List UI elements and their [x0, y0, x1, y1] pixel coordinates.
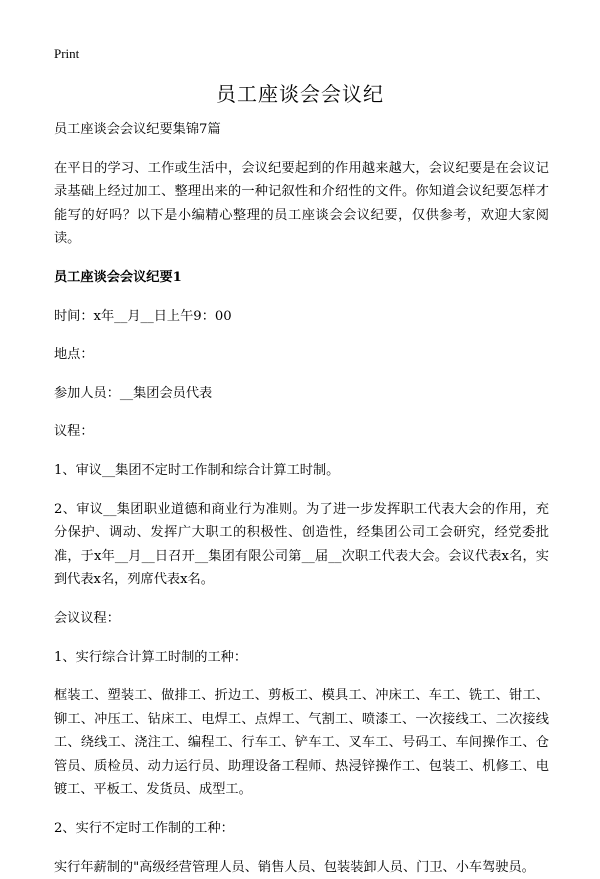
print-label: Print: [54, 46, 80, 61]
time-line: 时间：x年__月__日上午9：00: [54, 308, 232, 324]
point-2-title: 2、实行不定时工作制的工种：: [54, 821, 234, 837]
agenda-item-2: 2、审议__集团职业道德和商业行为准则。为了进一步发挥职工代表大会的作用，充分保护、调动、发挥广大职工的积极性、创造性，经集团公司工会研究，经党委批准，于x年__月__日召开__集团有限公司第__届__次职工代表大会。会议代表x名，实到代表x名，列席代表x名。: [54, 501, 549, 588]
point-1-title: 1、实行综合计算工时制的工种：: [54, 649, 248, 665]
document-body: [54, 118, 549, 879]
intro-paragraph: 在平日的学习、工作或生活中，会议纪要起到的作用越来越大，会议纪要是在会议记录基础上经过加工、整理出来的一种记叙性和介绍性的文件。你知道会议纪要怎样才能写的好吗？以下是小编精心整理的员工座谈会会议纪要，仅供参考，欢迎大家阅读。: [54, 160, 549, 247]
attendees-line: 参加人员：__集团会员代表: [54, 385, 213, 401]
section-heading: 员工座谈会会议纪要1: [54, 269, 182, 285]
meeting-agenda-label: 会议议程：: [54, 610, 120, 626]
agenda-label: 议程：: [54, 424, 94, 440]
collection-title: 员工座谈会会议纪要集锦7篇: [54, 122, 221, 137]
point-1-body: 框装工、塑装工、做排工、折边工、剪板工、模具工、冲床工、车工、铣工、钳工、铆工、冲压工、钻床工、电焊工、点焊工、气割工、喷漆工、一次接线工、二次接线工、绕线工、浇注工、编程工、行车工、铲车工、叉车工、号码工、车间操作工、仓管员、质检员、动力运行员、助理设备工程师、热浸锌操作工、包装工、机修工、电镀工、平板工、发货员、成型工。: [54, 688, 549, 798]
point-2-body: 实行年薪制的"高级经营管理人员、销售人员、包装装卸人员、门卫、小车驾驶员。: [54, 859, 535, 875]
document-title: 员工座谈会会议纪: [216, 82, 384, 106]
agenda-item-1: 1、审议__集团不定时工作制和综合计算工时制。: [54, 462, 340, 478]
location-line: 地点：: [54, 347, 94, 363]
